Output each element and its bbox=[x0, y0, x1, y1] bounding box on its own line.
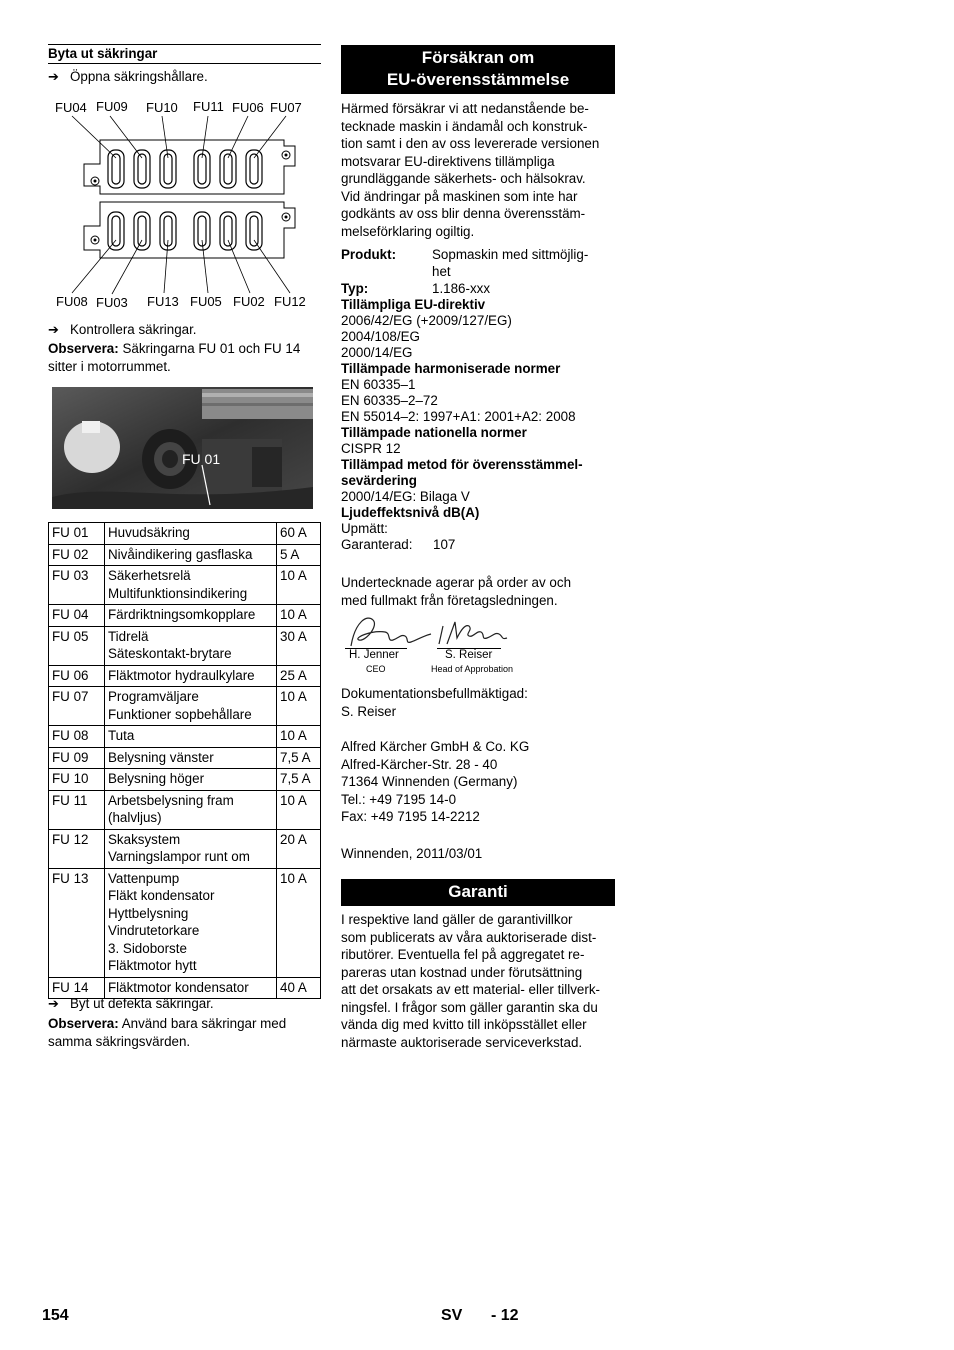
fuse-function-line: Belysning höger bbox=[108, 771, 205, 786]
section-title-fuses: Byta ut säkringar bbox=[48, 44, 321, 64]
label-fu06: FU06 bbox=[232, 100, 264, 115]
fuse-id: FU 02 bbox=[49, 544, 105, 566]
documentation-representative: Dokumentationsbefullmäktigad: S. Reiser bbox=[341, 686, 528, 719]
fuse-id: FU 08 bbox=[49, 726, 105, 748]
fuse-function-line: Nivåindikering gasflaska bbox=[108, 546, 253, 562]
fuse-row bbox=[49, 605, 321, 627]
note-engine-fuses: Observera: Säkringarna FU 01 och FU 14 sitter i motorrummet. bbox=[48, 341, 301, 374]
fuse-function bbox=[105, 566, 277, 605]
fuse-amperage: 30 A bbox=[277, 626, 321, 665]
label-fu09: FU09 bbox=[96, 99, 128, 114]
fuse-function bbox=[105, 626, 277, 665]
signer1-role: CEO bbox=[366, 664, 386, 674]
warranty-text: I respektive land gäller de garantivillkor som publicerats av våra auktoriserade dist- ributörer. Eventuella fel på aggregatet re- pareras utan kostnad under förutsättning att det orsakats av ett material- eller tillverk- ningsfel. I frågor som gäller garantin ska du vända dig med kvitto till inköpsstället eller närmaste auktoriserade serviceverkstad. bbox=[341, 912, 600, 1050]
guaranteed-row: Garanterad: 107 bbox=[341, 537, 456, 552]
fuse-row bbox=[49, 726, 321, 748]
fuse-id: FU 09 bbox=[49, 747, 105, 769]
fuse-amperage: 10 A bbox=[277, 605, 321, 627]
fuse-amperage: 10 A bbox=[277, 687, 321, 726]
engine-compartment-photo bbox=[52, 387, 313, 509]
fuse-table bbox=[48, 522, 321, 999]
fuse-function bbox=[105, 769, 277, 791]
label-fu07: FU07 bbox=[270, 100, 302, 115]
product-info bbox=[341, 246, 615, 297]
fuse-id: FU 07 bbox=[49, 687, 105, 726]
label-fu12: FU12 bbox=[274, 294, 306, 309]
fuse-function-line: Huvudsäkring bbox=[108, 525, 190, 540]
eu-directive: 2004/108/EG bbox=[341, 329, 420, 344]
fuse-id: FU 13 bbox=[49, 868, 105, 977]
diagram-bottom-labels bbox=[56, 294, 306, 310]
harmonised-norm: EN 60335–2–72 bbox=[341, 393, 438, 408]
fuse-amperage: 10 A bbox=[277, 726, 321, 748]
fuse-id: FU 06 bbox=[49, 665, 105, 687]
fuse-function-line: Multifunktionsindikering bbox=[108, 585, 248, 601]
fuse-row bbox=[49, 566, 321, 605]
fuse-function-line: Programväljare bbox=[108, 689, 199, 704]
signatures bbox=[341, 612, 541, 678]
fuse-row bbox=[49, 523, 321, 545]
sub-page-number: - 12 bbox=[491, 1307, 519, 1324]
fuse-function bbox=[105, 665, 277, 687]
standards-block bbox=[341, 297, 615, 553]
label-fu13: FU13 bbox=[147, 294, 179, 309]
note-same-values: Observera: Använd bara säkringar med samma säkringsvärden. bbox=[48, 1016, 287, 1049]
diagram-top-labels bbox=[55, 99, 302, 115]
fuse-id: FU 05 bbox=[49, 626, 105, 665]
fuse-id: FU 04 bbox=[49, 605, 105, 627]
product-value: Sopmaskin med sittmöjlig- het bbox=[432, 247, 589, 279]
top-fuse-slots bbox=[108, 150, 262, 188]
arrow-right-icon: ➔ bbox=[48, 322, 59, 337]
fuse-function-line: Fläktmotor hydraulkylare bbox=[108, 667, 255, 683]
fuse-amperage: 20 A bbox=[277, 829, 321, 868]
label-fu02: FU02 bbox=[233, 294, 265, 309]
method-heading: Tillämpad metod för överensstämmel- sevärdering bbox=[341, 457, 583, 488]
fuse-amperage: 10 A bbox=[277, 566, 321, 605]
fuse-function-line: Fläkt kondensator bbox=[108, 888, 215, 903]
fuse-function bbox=[105, 687, 277, 726]
place-date: Winnenden, 2011/03/01 bbox=[341, 846, 483, 861]
national-norms-heading: Tillämpade nationella normer bbox=[341, 425, 527, 440]
type-label: Typ: bbox=[341, 281, 369, 296]
fuse-function-line: Hyttbelysning bbox=[108, 905, 189, 921]
signer2-name: S. Reiser bbox=[445, 649, 493, 661]
fuse-row bbox=[49, 747, 321, 769]
fuse-function-line: 3. Sidoborste bbox=[108, 940, 187, 956]
fuse-function-line: Funktioner sopbehållare bbox=[108, 706, 252, 722]
fuse-row bbox=[49, 544, 321, 566]
fuse-function-line: Färdriktningsomkopplare bbox=[108, 607, 256, 622]
step-check-fuses: ➔ Kontrollera säkringar. bbox=[48, 322, 197, 337]
label-fu08: FU08 bbox=[56, 294, 88, 309]
fuse-row bbox=[49, 687, 321, 726]
fuse-amperage: 5 A bbox=[277, 544, 321, 566]
label-fu03: FU03 bbox=[96, 295, 128, 310]
fuse-function-line: Fläktmotor kondensator bbox=[108, 979, 249, 995]
fuse-amperage: 60 A bbox=[277, 523, 321, 545]
fuse-function-line: Säteskontakt-brytare bbox=[108, 646, 232, 661]
sound-level-heading: Ljudeffektsnivå dB(A) bbox=[341, 505, 480, 520]
signer2-role: Head of Approbation bbox=[431, 664, 514, 674]
fuse-function-line: Vattenpump bbox=[108, 870, 180, 886]
national-norm: CISPR 12 bbox=[341, 441, 401, 456]
fuse-id: FU 10 bbox=[49, 769, 105, 791]
step-open-fuse-holder: ➔ Öppna säkringshållare. bbox=[48, 69, 208, 84]
step-replace-fuses: ➔ Byt ut defekta säkringar. bbox=[48, 996, 214, 1011]
fuse-id: FU 03 bbox=[49, 566, 105, 605]
language-code: SV bbox=[441, 1307, 463, 1324]
declaration-heading: Försäkran om EU-överensstämmelse bbox=[341, 45, 615, 94]
signers-text: Undertecknade agerar på order av och med fullmakt från företagsledningen. bbox=[341, 575, 572, 608]
label-fu10: FU10 bbox=[146, 100, 178, 115]
bottom-fuse-slots bbox=[108, 212, 262, 250]
fuse-function-line: Arbetsbelysning fram bbox=[108, 792, 234, 808]
arrow-right-icon: ➔ bbox=[48, 69, 59, 84]
fuse-row bbox=[49, 868, 321, 977]
fuse-row bbox=[49, 790, 321, 829]
fuse-function-line: (halvljus) bbox=[108, 810, 162, 825]
method-value: 2000/14/EG: Bilaga V bbox=[341, 489, 470, 504]
label-fu05: FU05 bbox=[190, 294, 222, 309]
fuse-id: FU 14 bbox=[49, 977, 105, 999]
fuse-function-line: Säkerhetsrelä bbox=[108, 568, 191, 583]
fuse-id: FU 01 bbox=[49, 523, 105, 545]
fuse-function-line: Belysning vänster bbox=[108, 749, 214, 765]
company-address: Alfred Kärcher GmbH & Co. KG Alfred-Kärcher-Str. 28 - 40 71364 Winnenden (Germany) Tel.: +49 7195 14-0 Fax: +49 7195 14-2212 bbox=[341, 739, 530, 824]
eu-directive: 2000/14/EG bbox=[341, 345, 413, 360]
eu-directive: 2006/42/EG (+2009/127/EG) bbox=[341, 313, 512, 328]
fuse-function bbox=[105, 868, 277, 977]
fuse-function bbox=[105, 605, 277, 627]
declaration-text: Härmed försäkrar vi att nedanstående be- tecknade maskin i ändamål och konstruk- tion samt i den av oss levererade versionen motsvarar EU-direktivens tillämpliga grundläggande säkerhets- och hälsokrav. Vid ändringar på maskinen som inte har godkänts av oss blir denna överensstäm- melseförklaring ogiltig. bbox=[341, 101, 600, 239]
harmonised-norms-heading: Tillämpade harmoniserade normer bbox=[341, 361, 561, 376]
signature-reiser bbox=[435, 616, 515, 650]
fuse-function-line: Tuta bbox=[108, 728, 135, 743]
label-fu04: FU04 bbox=[55, 100, 87, 115]
fuse-function-line: Vindrutetorkare bbox=[108, 923, 200, 938]
fuse-amperage: 25 A bbox=[277, 665, 321, 687]
fuse-holder-diagram bbox=[48, 96, 321, 314]
product-label: Produkt: bbox=[341, 247, 397, 262]
fuse-function bbox=[105, 790, 277, 829]
eu-directives-heading: Tillämpliga EU-direktiv bbox=[341, 297, 486, 312]
harmonised-norm: EN 60335–1 bbox=[341, 377, 416, 392]
leader-lines bbox=[72, 116, 290, 294]
fuse-function-line: Skaksystem bbox=[108, 831, 181, 847]
measured-label: Upmätt: bbox=[341, 521, 388, 536]
fuse-function bbox=[105, 747, 277, 769]
fuse-function-line: Tidrelä bbox=[108, 628, 149, 644]
fuse-row bbox=[49, 626, 321, 665]
arrow-right-icon: ➔ bbox=[48, 996, 59, 1011]
fuse-function bbox=[105, 829, 277, 868]
fuse-amperage: 7,5 A bbox=[277, 747, 321, 769]
fuse-function-line: Fläktmotor hytt bbox=[108, 958, 197, 973]
label-fu11: FU11 bbox=[193, 99, 224, 114]
signer1-name: H. Jenner bbox=[349, 649, 399, 661]
page-number: 154 bbox=[42, 1307, 69, 1324]
fuse-amperage: 40 A bbox=[277, 977, 321, 999]
fuse-function bbox=[105, 726, 277, 748]
harmonised-norm: EN 55014–2: 1997+A1: 2001+A2: 2008 bbox=[341, 409, 576, 424]
fuse-id: FU 11 bbox=[49, 790, 105, 829]
fuse-row bbox=[49, 769, 321, 791]
fuse-function bbox=[105, 544, 277, 566]
warranty-heading: Garanti bbox=[341, 879, 615, 906]
fuse-id: FU 12 bbox=[49, 829, 105, 868]
fuse-function-line: Varningslampor runt om bbox=[108, 849, 250, 864]
fuse-function bbox=[105, 523, 277, 545]
photo-label-fu01: FU 01 bbox=[182, 451, 221, 467]
fuse-row bbox=[49, 665, 321, 687]
type-value: 1.186-xxx bbox=[432, 281, 491, 296]
fuse-amperage: 7,5 A bbox=[277, 769, 321, 791]
fuse-row bbox=[49, 829, 321, 868]
fuse-amperage: 10 A bbox=[277, 790, 321, 829]
fuse-amperage: 10 A bbox=[277, 868, 321, 977]
